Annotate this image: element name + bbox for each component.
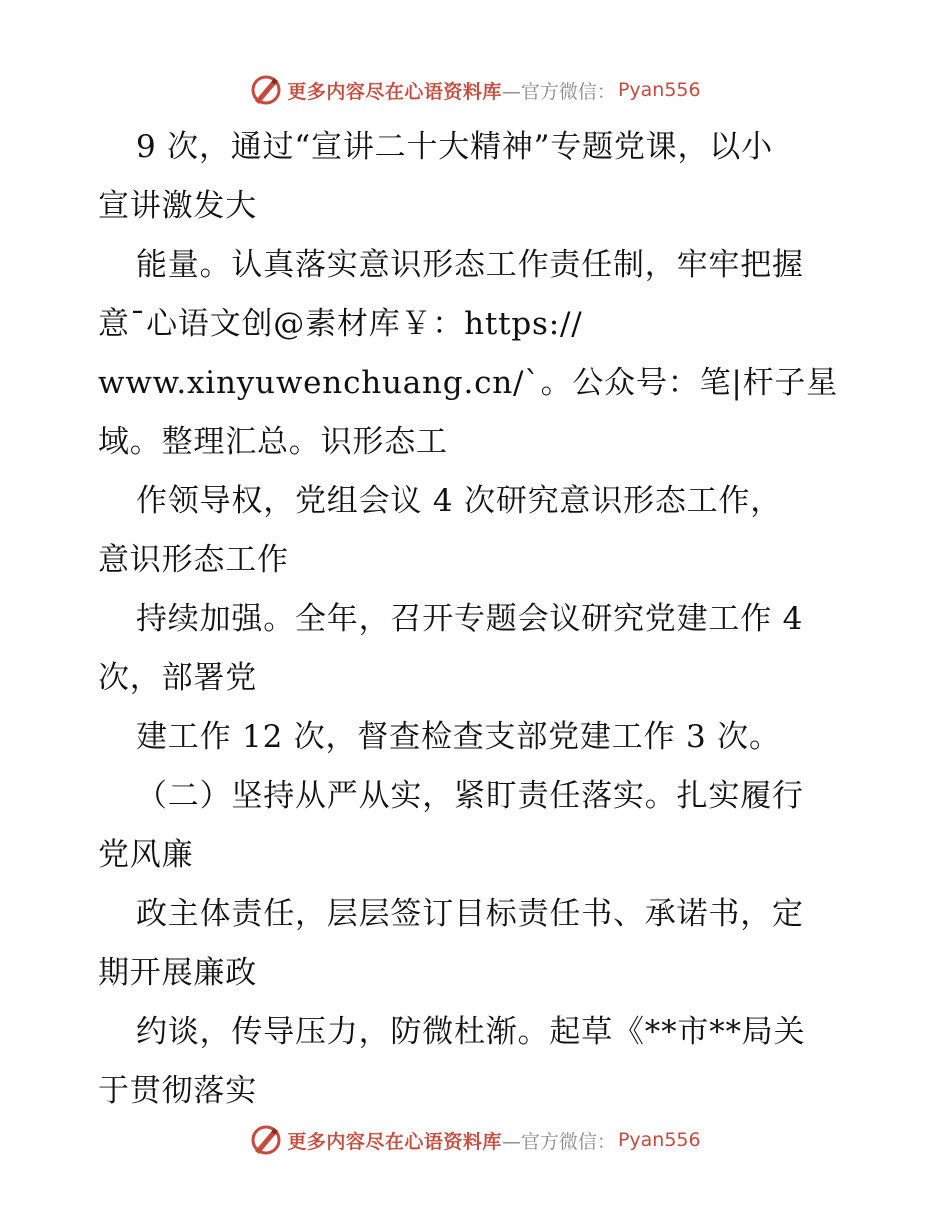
text-line: 政主体责任，层层签订目标责任书、承诺书，定 (136, 896, 804, 932)
text-line: 约谈，传导压力，防微杜渐。起草《**市**局关 (136, 1014, 806, 1050)
text-line: 宣讲激发大 (98, 188, 257, 224)
text-line: 能量。认真落实意识形态工作责任制，牢牢把握 (136, 247, 804, 283)
text-line: （二）坚持从严从实，紧盯责任落实。扎实履行 (136, 778, 804, 814)
pen-logo-icon (249, 1123, 283, 1157)
text-line: 意识形态工作 (98, 542, 289, 578)
header-watermark-label: —官方微信： (501, 80, 616, 103)
header-watermark-wechat-id: Pyan556 (617, 79, 701, 101)
text-line: 9 次，通过“宣讲二十大精神”专题党课，以小 (136, 129, 773, 165)
text-line: 期开展廉政 (98, 955, 257, 991)
footer-watermark-title: 更多内容尽在心语资料库 (287, 1130, 502, 1153)
text-line: 于贯彻落实 (98, 1073, 257, 1109)
header-watermark-title: 更多内容尽在心语资料库 (287, 80, 502, 103)
document-body (98, 118, 858, 1121)
text-line: 域。整理汇总。识形态工 (98, 424, 448, 460)
text-line: 作领导权，党组会议 4 次研究意识形态工作， (136, 483, 783, 519)
text-line: 建工作 12 次，督查检查支部党建工作 3 次。 (136, 719, 781, 755)
text-line: 次，部署党 (98, 660, 257, 696)
header-watermark (0, 70, 950, 110)
pen-logo-icon (249, 73, 283, 107)
footer-watermark-wechat-id: Pyan556 (617, 1129, 701, 1151)
text-line: www.xinyuwenchuang.cn/`。公众号：笔|杆子星 (98, 365, 839, 401)
text-line: 意¯心语文创@素材库￥：https:// (98, 306, 583, 342)
footer-watermark (0, 1120, 950, 1160)
footer-watermark-label: —官方微信： (501, 1130, 616, 1153)
text-line: 党风廉 (98, 837, 194, 873)
text-line: 持续加强。全年，召开专题会议研究党建工作 4 (136, 601, 804, 637)
